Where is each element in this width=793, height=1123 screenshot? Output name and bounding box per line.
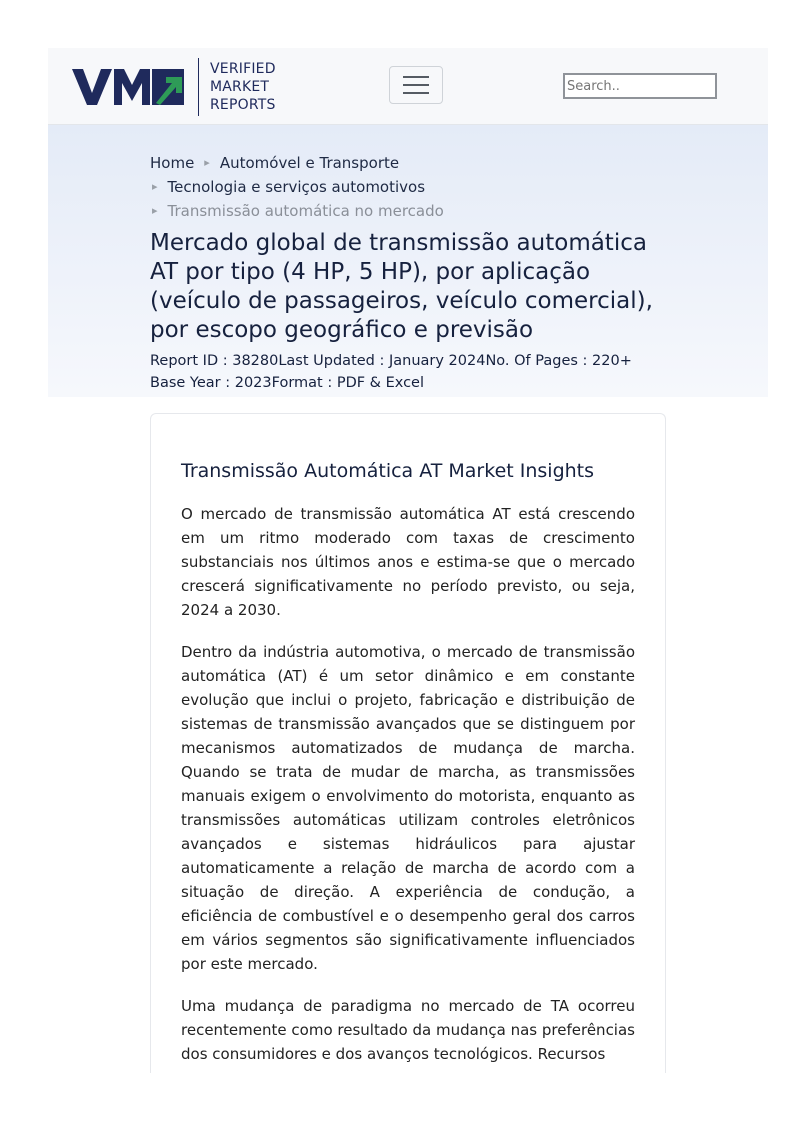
report-hero — [48, 125, 768, 397]
report-meta-line-2: Base Year : 2023Format : PDF & Excel — [150, 375, 425, 391]
hamburger-icon[interactable] — [389, 66, 443, 104]
breadcrumb-home[interactable]: Home — [150, 154, 195, 172]
insights-paragraph-2: Dentro da indústria automotiva, o mercado de transmissão automática (AT) é um setor dinâmico e em constante evolução que inclui o projeto, fabricação e distribuição de sistemas de transmissão avançados que se distinguem por mecanismos automatizados de mudança de marcha. Quando se trata de mudar de marcha, as transmissões manuais exigem o envolvimento do motorista, enquanto as transmissões automáticas utilizam controles eletrônicos avançados e sistemas hidráulicos para ajustar automaticamente a relação de marcha de acordo com a situação de direção. A experiência de condução, a eficiência de combustível e o desempenho geral dos carros em vários segmentos são significativamente influenciados por este mercado. — [181, 643, 635, 973]
chevron-right-icon: ▸ — [152, 180, 158, 193]
breadcrumb-tech-services[interactable]: Tecnologia e serviços automotivos — [167, 178, 426, 196]
logo-line-1: VERIFIED — [210, 61, 276, 77]
vmr-logo-icon — [72, 67, 184, 107]
logo-line-3: REPORTS — [210, 97, 276, 113]
insights-card — [150, 413, 666, 1073]
breadcrumb — [150, 151, 444, 223]
breadcrumb-automotive[interactable]: Automóvel e Transporte — [219, 154, 400, 172]
breadcrumb-current: Transmissão automática no mercado — [167, 202, 444, 220]
logo[interactable] — [72, 58, 276, 116]
insights-heading: Transmissão Automática AT Market Insights — [181, 460, 595, 482]
insights-paragraph-1: O mercado de transmissão automática AT está crescendo em um ritmo moderado com taxas de crescimento substanciais nos últimos anos e estima-se que o mercado crescerá significativamente no período previsto, ou seja, 2024 a 2030. — [181, 505, 635, 619]
chevron-right-icon: ▸ — [204, 156, 210, 169]
logo-divider — [198, 58, 199, 116]
logo-text — [210, 60, 276, 114]
report-meta-line-1: Report ID : 38280Last Updated : January 2024No. Of Pages : 220+ — [150, 353, 632, 369]
chevron-right-icon: ▸ — [152, 204, 158, 217]
page-title: Mercado global de transmissão automática AT por tipo (4 HP, 5 HP), por aplicação (veículo de passageiros, veículo comercial), por escopo geográfico e previsão — [150, 230, 653, 343]
logo-line-2: MARKET — [210, 79, 270, 95]
search-input[interactable] — [563, 73, 717, 99]
insights-paragraph-3: Uma mudança de paradigma no mercado de TA ocorreu recentemente como resultado da mudança nas preferências dos consumidores e dos avanços tecnológicos. Recursos — [181, 997, 635, 1063]
report-meta — [150, 350, 632, 394]
top-navbar — [48, 48, 768, 125]
insights-body — [181, 502, 635, 1073]
